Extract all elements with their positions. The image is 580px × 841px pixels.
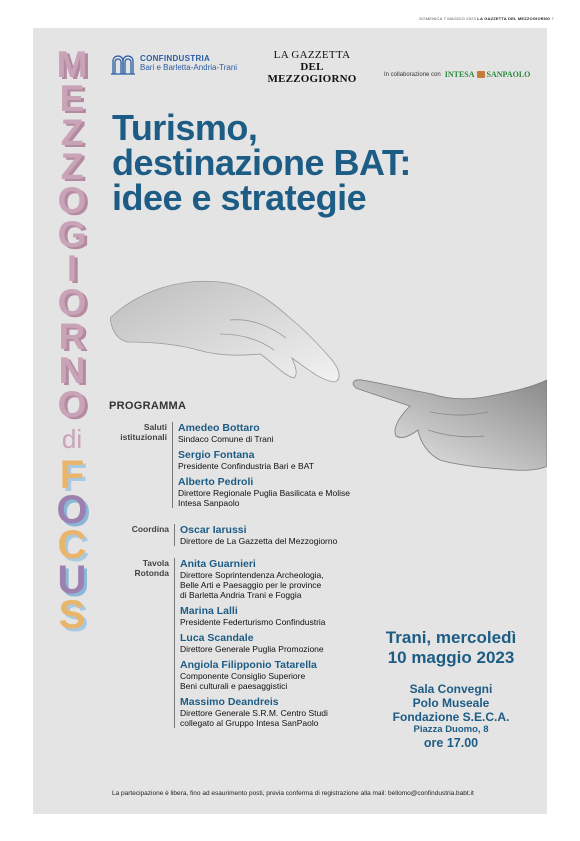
title-line: idee e strategie [112,177,367,218]
intesa-logo-text: INTESA [444,70,475,79]
confindustria-subtitle: Bari e Barletta-Andria-Trani [140,63,238,72]
vertical-letter: Z [60,146,84,187]
venue-line: Fondazione S.E.C.A. [392,710,510,724]
section-label [100,422,172,508]
section-saluti [100,422,350,508]
speaker [180,605,328,627]
event-date-line-2: 10 maggio 2023 [387,648,515,667]
page-title [112,107,411,218]
venue-line: Sala Convegni [409,682,493,696]
title-line: destinazione BAT: [112,142,411,183]
header-paper: LA GAZZETTA DEL MEZZOGIORNO [477,16,551,21]
vertical-letter: O [57,384,87,425]
speaker-role: Presidente Federturismo Confindustria [180,617,326,627]
section-label-line: Rotonda [134,568,169,578]
vertical-letter: O [56,488,88,532]
collaboration-line [384,70,530,79]
speaker-name: Marina Lalli [180,605,238,617]
gazzetta-line-2: DEL MEZZOGIORNO [267,61,357,85]
event-venue [366,682,536,724]
speaker-name: Anita Guarnieri [180,558,256,570]
speaker-role: Direttore Generale S.R.M. Centro Studi [180,708,328,718]
vertical-letter: N [58,350,86,391]
speaker-role: Direttore Regionale Puglia Basilicata e Molise [178,488,350,498]
speaker [180,558,328,600]
speaker-role: di Barletta Andria Trani e Foggia [180,590,302,600]
vertical-title [46,44,98,637]
event-date-line-1: Trani, mercoledì [385,628,517,647]
speaker-list [174,558,328,728]
speaker-name: Massimo Deandreis [180,696,279,708]
speaker [178,449,350,471]
speaker-role: Presidente Confindustria Bari e BAT [178,461,314,471]
speaker-list [174,524,337,546]
vertical-letter: C [57,523,87,567]
event-time: ore 17.00 [423,736,479,750]
section-tavola-rotonda [100,558,350,728]
vertical-letter: S [58,593,86,637]
speaker [180,524,337,546]
sanpaolo-logo-text: SANPAOLO [486,70,531,79]
event-details [366,628,536,751]
confindustria-emblem-icon [110,50,136,76]
speaker-role: Direttore Soprintendenza Archeologia, [180,570,324,580]
speaker-role: collegato al Gruppo Intesa SanPaolo [180,718,319,728]
speaker-list [172,422,350,508]
intesa-badge-icon [477,71,485,78]
confindustria-name: CONFINDUSTRIA [140,54,211,63]
section-coordina [100,524,350,546]
vertical-letter: M [56,44,88,85]
vertical-letter: F [59,453,85,497]
vertical-letter: I [66,248,78,289]
programma-heading: PROGRAMMA [109,400,187,412]
vertical-letter: Z [60,112,84,153]
speaker-role: Sindaco Comune di Trani [178,434,274,444]
speaker-role: Direttore Generale Puglia Promozione [180,644,324,654]
section-label-line: Coordina [131,524,169,534]
header-page-number: 7 [551,16,554,21]
title-line: Turismo, [112,107,258,148]
right-hand [353,380,547,470]
vertical-letter: O [57,282,87,323]
speaker-name: Alberto Pedroli [178,476,254,488]
registration-note: La partecipazione è libera, fino ad esaurimento posti, previa conferma di registrazione alla mail: bellomo@confindustria.babt.it [112,790,474,797]
section-label-line: Saluti [143,422,168,432]
speaker-name: Oscar Iarussi [180,524,247,536]
speaker-role: Componente Consiglio Superiore [180,671,306,681]
vertical-letter: U [57,558,87,602]
vertical-letter: R [58,316,86,357]
section-label [100,524,174,546]
speaker-name: Amedeo Bottaro [178,422,260,434]
speaker [180,632,328,654]
gazzetta-line-1: LA GAZZETTA [273,49,351,61]
speaker-role: Beni culturali e paesaggistici [180,681,288,691]
speaker-name: Luca Scandale [180,632,254,644]
speaker [178,422,350,444]
speaker [178,476,350,508]
confindustria-logo [110,50,237,76]
speaker-role: Intesa Sanpaolo [178,498,240,508]
page-header-line [419,16,554,21]
section-label-line: Tavola [142,558,169,568]
vertical-connector: di [61,424,83,454]
vertical-letter: E [59,78,85,119]
event-address: Piazza Duomo, 8 [413,724,489,735]
section-label-line: istituzionali [120,432,168,442]
speaker-name: Sergio Fontana [178,449,255,461]
section-label [100,558,174,728]
collab-text: In collaborazione con [384,71,441,78]
speaker [180,659,328,691]
vertical-letter: G [57,214,87,255]
header-date: DOMENICA 7 MAGGIO 2023 [419,16,476,21]
speaker-name: Angiola Filipponio Tatarella [180,659,317,671]
left-hand [110,281,339,382]
venue-line: Polo Museale [412,696,490,710]
speaker-role: Belle Arti e Paesaggio per le province [180,580,322,590]
vertical-letter: O [57,180,87,221]
speaker [180,696,328,728]
gazzetta-logo [257,49,367,85]
speaker-role: Direttore de La Gazzetta del Mezzogiorno [180,536,338,546]
